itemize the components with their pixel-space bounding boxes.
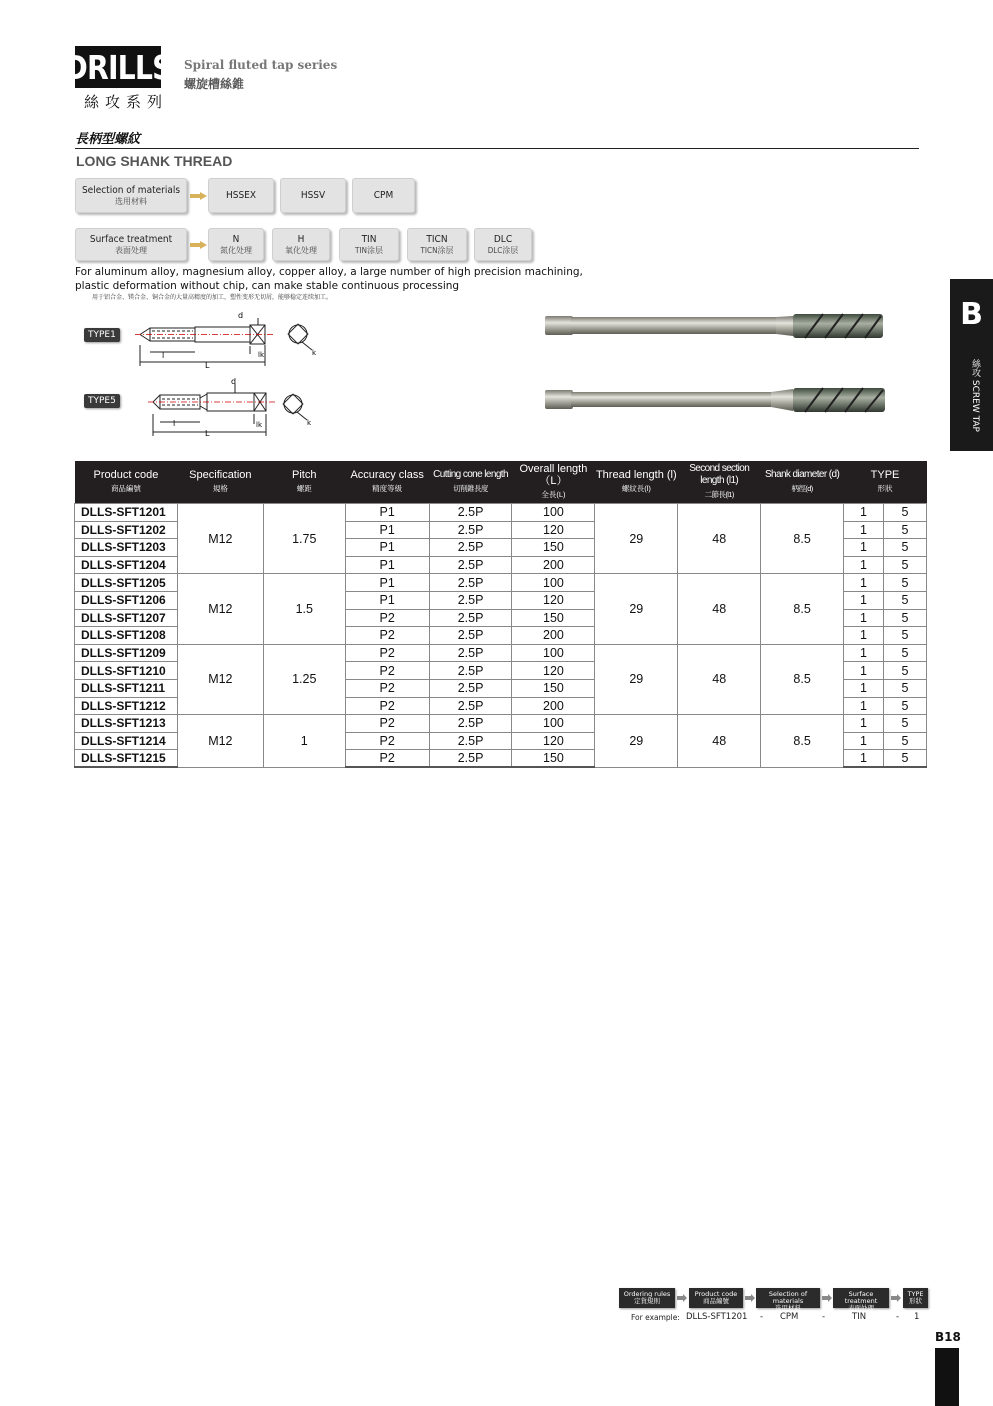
type5-tag: TYPE5 — [84, 394, 120, 408]
description-cn: 用于铝合金、镁合金、铜合金的大量高精度的加工，塑性变形无切屑，能够稳定连续加工。 — [92, 294, 333, 301]
accuracy-class-cell: P1 — [345, 521, 429, 539]
column-header — [595, 461, 678, 504]
column-header-cn: 柄徑(d) — [791, 484, 813, 493]
column-header — [761, 461, 844, 504]
cutting-cone-cell: 2.5P — [429, 521, 512, 539]
description-line-2: plastic deformation without chip, can make stable continuous processing — [75, 279, 460, 292]
accuracy-class-cell: P1 — [345, 539, 429, 557]
product-code-cell: DLLS-SFT1208 — [75, 627, 178, 645]
column-header-en: Cutting cone length — [433, 469, 508, 480]
cutting-cone-cell: 2.5P — [429, 679, 512, 697]
section-title-cn: 長柄型螺紋 — [75, 132, 141, 147]
accuracy-class-cell: P2 — [345, 662, 429, 680]
overall-length-cell: 150 — [512, 679, 595, 697]
table-header-row — [75, 461, 927, 504]
product-code-cell: DLLS-SFT1212 — [75, 697, 178, 715]
type1-cell: 1 — [844, 715, 884, 733]
overall-length-cell: 200 — [512, 627, 595, 645]
product-code-cell: DLLS-SFT1206 — [75, 591, 178, 609]
column-header-cn: 切削錐長度 — [453, 484, 488, 493]
product-code-cell: DLLS-SFT1213 — [75, 715, 178, 733]
second-section-cell: 48 — [678, 504, 761, 574]
type5-cell: 5 — [883, 644, 926, 662]
ordering-type-box — [903, 1288, 928, 1308]
product-code-cell: DLLS-SFT1205 — [75, 574, 178, 592]
column-header — [75, 461, 178, 504]
ordering-box-en: Surface treatment — [844, 1290, 878, 1305]
column-header-en: TYPE — [870, 469, 900, 481]
treatment-option-name: TIN — [361, 234, 377, 245]
type5-cell: 5 — [883, 591, 926, 609]
ordering-box-cn: 商品編號 — [703, 1297, 729, 1305]
material-option-hssex[interactable] — [208, 178, 274, 213]
cutting-cone-cell: 2.5P — [429, 574, 512, 592]
dim-L-label: L — [205, 429, 210, 438]
spec-table — [74, 461, 927, 768]
example-code: DLLS-SFT1201 — [686, 1312, 748, 1322]
ordering-treatment-box — [833, 1288, 889, 1312]
dim-k-label: k — [312, 349, 317, 357]
type5-cell: 5 — [883, 750, 926, 768]
product-code-cell: DLLS-SFT1207 — [75, 609, 178, 627]
type1-cell: 1 — [844, 609, 884, 627]
table-row — [75, 644, 927, 662]
example-treatment: TIN — [852, 1312, 867, 1322]
cutting-cone-cell: 2.5P — [429, 750, 512, 768]
type5-diagram — [145, 374, 330, 438]
type5-cell: 5 — [883, 627, 926, 645]
page-edge-bar — [935, 1348, 959, 1406]
column-header-en: Pitch — [292, 469, 317, 481]
column-header-cn: 商品編號 — [110, 484, 141, 493]
dim-d-label: d — [231, 377, 237, 386]
table-row — [75, 715, 927, 733]
column-header-en: Overall length（L） — [519, 463, 588, 487]
column-header-cn: 形狀 — [877, 484, 893, 493]
ordering-box-cn: 定貨規則 — [634, 1297, 660, 1305]
example-sep: - — [760, 1312, 764, 1322]
accuracy-class-cell: P2 — [345, 644, 429, 662]
overall-length-cell: 120 — [512, 521, 595, 539]
specification-cell: M12 — [177, 644, 263, 714]
column-header — [177, 461, 263, 504]
accuracy-class-cell: P1 — [345, 556, 429, 574]
arrow-right-icon — [190, 241, 207, 249]
product-code-cell: DLLS-SFT1209 — [75, 644, 178, 662]
material-option-label: HSSV — [300, 190, 326, 201]
cutting-cone-cell: 2.5P — [429, 697, 512, 715]
dim-lk-label: lk — [256, 421, 262, 429]
type5-cell: 5 — [883, 556, 926, 574]
pitch-cell: 1.75 — [263, 504, 345, 574]
materials-label-cn: 选用材料 — [115, 197, 147, 206]
cutting-cone-cell: 2.5P — [429, 609, 512, 627]
accuracy-class-cell: P2 — [345, 732, 429, 750]
cutting-cone-cell: 2.5P — [429, 504, 512, 522]
overall-length-cell: 200 — [512, 556, 595, 574]
ordering-box-en: TYPE — [907, 1290, 924, 1298]
overall-length-cell: 150 — [512, 539, 595, 557]
product-code-cell: DLLS-SFT1201 — [75, 504, 178, 522]
cutting-cone-cell: 2.5P — [429, 732, 512, 750]
treatment-option-cn: DLC涂层 — [487, 246, 519, 255]
accuracy-class-cell: P2 — [345, 750, 429, 768]
type1-cell: 1 — [844, 697, 884, 715]
treatment-label-cn: 表面处理 — [115, 246, 147, 255]
column-header — [678, 461, 761, 504]
example-type: 1 — [914, 1312, 920, 1322]
chapter-letter: B — [960, 297, 983, 332]
arrow-right-icon — [190, 192, 207, 200]
type5-cell: 5 — [883, 697, 926, 715]
example-material: CPM — [780, 1312, 799, 1322]
type5-cell: 5 — [883, 574, 926, 592]
overall-length-cell: 100 — [512, 644, 595, 662]
column-header — [512, 461, 595, 504]
dim-l-label: l — [162, 351, 165, 360]
column-header-cn: 二節長(l1) — [704, 490, 734, 499]
product-code-cell: DLLS-SFT1204 — [75, 556, 178, 574]
type5-cell: 5 — [883, 609, 926, 627]
series-title-en: Spiral fluted tap series — [184, 58, 338, 72]
product-code-cell: DLLS-SFT1215 — [75, 750, 178, 768]
treatment-option-dlc[interactable] — [474, 228, 532, 261]
cutting-cone-cell: 2.5P — [429, 539, 512, 557]
shank-diameter-cell: 8.5 — [761, 644, 844, 714]
type1-cell: 1 — [844, 662, 884, 680]
accuracy-class-cell: P2 — [345, 715, 429, 733]
overall-length-cell: 120 — [512, 732, 595, 750]
example-label: For example: — [631, 1313, 680, 1322]
column-header-cn: 螺距 — [296, 484, 312, 493]
type1-cell: 1 — [844, 627, 884, 645]
column-header-en: Accuracy class — [350, 469, 424, 481]
cutting-cone-cell: 2.5P — [429, 591, 512, 609]
type5-cell: 5 — [883, 662, 926, 680]
second-section-cell: 48 — [678, 644, 761, 714]
shank-diameter-cell: 8.5 — [761, 715, 844, 768]
treatment-option-tin[interactable] — [339, 228, 399, 261]
specification-cell: M12 — [177, 715, 263, 768]
example-sep: - — [822, 1312, 826, 1322]
column-header-cn: 螺紋長(l) — [621, 484, 651, 493]
overall-length-cell: 120 — [512, 591, 595, 609]
type1-cell: 1 — [844, 574, 884, 592]
description-line-1: For aluminum alloy, magnesium alloy, copper alloy, a large number of high precision machining, — [75, 266, 583, 278]
accuracy-class-cell: P2 — [345, 697, 429, 715]
cutting-cone-cell: 2.5P — [429, 715, 512, 733]
thread-length-cell: 29 — [595, 574, 678, 644]
materials-label — [75, 178, 187, 213]
column-header — [263, 461, 345, 504]
ordering-materials-box — [756, 1288, 820, 1312]
second-section-cell: 48 — [678, 574, 761, 644]
treatment-option-cn: 氧化处理 — [285, 246, 317, 255]
pitch-cell: 1 — [263, 715, 345, 768]
column-header-en: Thread length (l) — [595, 469, 677, 481]
side-chapter-tab[interactable] — [950, 279, 993, 451]
arrow-right-icon — [822, 1294, 832, 1302]
accuracy-class-cell: P1 — [345, 574, 429, 592]
column-header-cn: 精度等級 — [372, 484, 403, 493]
brand-subtitle: 絲攻系列 — [84, 93, 169, 111]
type1-cell: 1 — [844, 679, 884, 697]
thread-length-cell: 29 — [595, 644, 678, 714]
treatment-option-name: TICN — [426, 234, 448, 245]
type1-cell: 1 — [844, 750, 884, 768]
description — [75, 266, 583, 293]
product-code-cell: DLLS-SFT1210 — [75, 662, 178, 680]
ordering-box-en: Ordering rules — [623, 1290, 671, 1298]
ordering-box-cn: 表面处理 — [848, 1304, 874, 1312]
tap-photo-type5 — [543, 384, 893, 416]
column-header-cn: 全長(L) — [541, 490, 566, 499]
cutting-cone-cell: 2.5P — [429, 627, 512, 645]
type1-cell: 1 — [844, 644, 884, 662]
type5-cell: 5 — [883, 539, 926, 557]
ordering-box-en: Product code — [694, 1290, 738, 1298]
type1-cell: 1 — [844, 591, 884, 609]
chapter-label-en: SCREW TAP — [970, 379, 980, 432]
ordering-box-cn: 形狀 — [909, 1297, 922, 1305]
type5-cell: 5 — [883, 732, 926, 750]
type1-cell: 1 — [844, 732, 884, 750]
treatment-option-cn: TIN涂层 — [355, 246, 383, 255]
treatment-option-cn: TICN涂层 — [420, 246, 454, 255]
column-header — [844, 461, 927, 504]
treatment-option-name: DLC — [493, 234, 513, 245]
column-header-en: Product code — [93, 469, 159, 481]
ordering-rules-box — [619, 1288, 675, 1308]
column-header-en: Second section length (l1) — [689, 463, 750, 486]
overall-length-cell: 200 — [512, 697, 595, 715]
type1-cell: 1 — [844, 556, 884, 574]
accuracy-class-cell: P2 — [345, 609, 429, 627]
table-row — [75, 504, 927, 522]
type1-tag: TYPE1 — [84, 328, 120, 342]
type1-cell: 1 — [844, 539, 884, 557]
pitch-cell: 1.5 — [263, 574, 345, 644]
column-header-en: Shank diameter (d) — [764, 469, 840, 480]
materials-label-en: Selection of materials — [81, 185, 181, 196]
tap-photo-type1 — [543, 310, 893, 342]
cutting-cone-cell: 2.5P — [429, 662, 512, 680]
second-section-cell: 48 — [678, 715, 761, 768]
cutting-cone-cell: 2.5P — [429, 556, 512, 574]
accuracy-class-cell: P1 — [345, 504, 429, 522]
overall-length-cell: 100 — [512, 574, 595, 592]
overall-length-cell: 100 — [512, 504, 595, 522]
product-code-cell: DLLS-SFT1211 — [75, 679, 178, 697]
type5-cell: 5 — [883, 679, 926, 697]
ordering-box-cn: 选用材料 — [775, 1304, 801, 1312]
type1-diagram — [130, 310, 325, 370]
type5-cell: 5 — [883, 521, 926, 539]
type5-cell: 5 — [883, 504, 926, 522]
type1-cell: 1 — [844, 521, 884, 539]
overall-length-cell: 150 — [512, 609, 595, 627]
column-header — [345, 461, 429, 504]
ordering-product-code-box — [689, 1288, 743, 1308]
pitch-cell: 1.25 — [263, 644, 345, 714]
shank-diameter-cell: 8.5 — [761, 574, 844, 644]
table-body — [75, 504, 927, 768]
material-option-hssv[interactable] — [280, 178, 346, 213]
arrow-right-icon — [677, 1294, 687, 1302]
specification-cell: M12 — [177, 504, 263, 574]
treatment-option-name: H — [297, 234, 305, 245]
arrow-right-icon — [891, 1294, 901, 1302]
treatment-option-name: N — [232, 234, 240, 245]
thread-length-cell: 29 — [595, 504, 678, 574]
product-code-cell: DLLS-SFT1214 — [75, 732, 178, 750]
type5-cell: 5 — [883, 715, 926, 733]
treatment-label-en: Surface treatment — [89, 234, 173, 245]
treatment-label — [75, 228, 187, 261]
dim-k-label: k — [307, 419, 312, 427]
material-option-cpm[interactable] — [352, 178, 415, 213]
treatment-option-h[interactable] — [272, 228, 330, 261]
type1-cell: 1 — [844, 504, 884, 522]
column-header — [429, 461, 512, 504]
series-title-cn: 螺旋槽絲錐 — [184, 77, 245, 91]
product-code-cell: DLLS-SFT1202 — [75, 521, 178, 539]
treatment-option-cn: 氮化处理 — [220, 246, 252, 255]
arrow-right-icon — [745, 1294, 755, 1302]
table-row — [75, 574, 927, 592]
section-divider — [75, 148, 919, 149]
dim-lk-label: lk — [258, 351, 264, 359]
material-option-label: CPM — [373, 190, 394, 201]
dim-L-label: L — [205, 361, 210, 370]
chapter-label — [970, 359, 980, 432]
column-header-cn: 規格 — [212, 484, 228, 493]
overall-length-cell: 120 — [512, 662, 595, 680]
column-header-en: Specification — [189, 469, 252, 481]
cutting-cone-cell: 2.5P — [429, 644, 512, 662]
shank-diameter-cell: 8.5 — [761, 504, 844, 574]
ordering-box-en: Selection of materials — [768, 1290, 808, 1305]
chapter-label-cn: 絲攻 — [970, 359, 980, 377]
dim-d-label: d — [238, 311, 244, 320]
overall-length-cell: 100 — [512, 715, 595, 733]
accuracy-class-cell: P2 — [345, 627, 429, 645]
thread-length-cell: 29 — [595, 715, 678, 768]
accuracy-class-cell: P2 — [345, 679, 429, 697]
material-option-label: HSSEX — [225, 190, 257, 201]
brand-logo: DRILLS — [64, 47, 172, 87]
treatment-option-ticn[interactable] — [407, 228, 467, 261]
specification-cell: M12 — [177, 574, 263, 644]
treatment-option-n[interactable] — [208, 228, 264, 261]
overall-length-cell: 150 — [512, 750, 595, 768]
dim-l-label: l — [173, 419, 176, 428]
product-code-cell: DLLS-SFT1203 — [75, 539, 178, 557]
example-sep: - — [896, 1312, 900, 1322]
accuracy-class-cell: P1 — [345, 591, 429, 609]
section-title-en: LONG SHANK THREAD — [76, 153, 233, 169]
page-number: B18 — [935, 1330, 961, 1344]
